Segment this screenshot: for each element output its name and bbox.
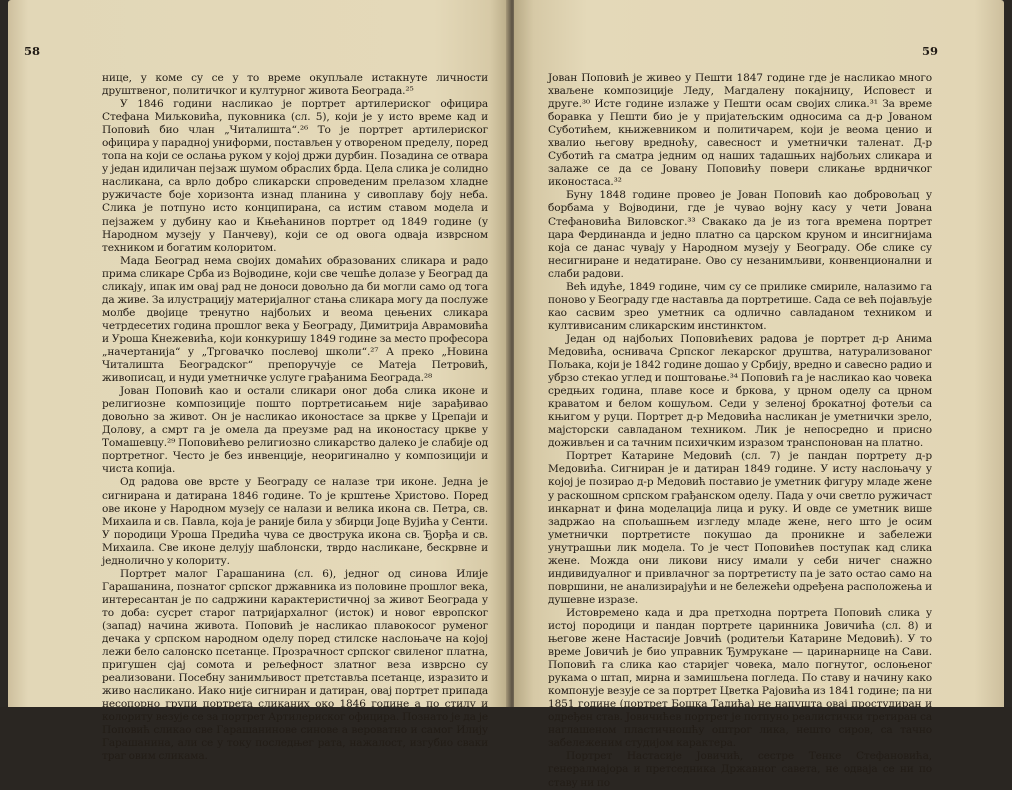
paragraph: Буну 1848 године провео је Јован Поповић као добровољац у борбама у Војводини, где је чувао војну касу у чети Јована Стефановића Виловског.³³ Свакако да је из тога времена портрет цара Фердинанда и једно платно са царском круном и инсигнијама која се данас чувају у Народном музеју у Београду. Обе слике су несигниране и недатиране. Ово су незанимљиви, конвенционални и слаби радови.	[548, 189, 932, 280]
paragraph: Портрет Катарине Медовић (сл. 7) је пандан портрету д-р Медовића. Сигниран је и датиран 1849 године. У исту наслоњачу у којој је позирао д-р Медовић поставио је уметник фигуру младе жене у раскошном српском грађанском оделу. Пада у очи светло ружичаст инкарнат и фина моделација лица и руку. И овде се уметник више задржао на спољашњем изгледу младе жене, него што је осим уметнички портретисте покушао да проникне и забележи унутрашњи лик модела. То је чест Поповићев поступак кад слика жене. Можда они ликови нису имали у себи ничег снажно индивидуалног и привлачног за портретисту па је зато остао само на површини, не анализирајући и не бележећи одређена расположења и душевне изразе.	[548, 450, 932, 606]
paragraph: Један од најбољих Поповићевих радова је портрет д-р Анима Медовића, оснивача Српског лекарског друштва, натурализованог Пољака, који је 1842 године дошао у Србију, вредно и савесно радио и убрзо стекао углед и поштовање.³⁴ Поповић га је насликао као човека средњих година, плаве косе и бркова, у црном оделу са црном краватом и белом кошуљом. Седи у зеленој брокатној фотељи са књигом у руци. Портрет д-р Медовића насликан је уметнички зрело, мајсторски савладаном техником. Лик је непосредно и присно доживљен и са тачним психичким изразом транспонован на платно.	[548, 332, 932, 450]
paragraph: Од радова ове врсте у Београду се налазе три иконе. Једна је сигнирана и датирана 1846 године. То је крштење Христово. Поред ове иконе у Народном музеју се налази и велика икона св. Петра, св. Михаила и св. Павла, која је раније била у збирци Јоце Вујића у Сенти. У породици Уроша Предића чува се двострука икона св. Ђорђа и св. Михаила. Све иконе делују шаблонски, тврдо насликане, бескрвне и једнолично у колориту.	[102, 476, 488, 567]
paragraph: Портрет малог Гарашанина (сл. 6), једног од синова Илије Гарашанина, познатог српског државника из половине прошлог века, интересантан је по садржини карактеристичној за живот Београда у то доба: сусрет старог патријархалног (исток) и новог европског (запад) начина живота. Поповић је насликао плавокосог руменог дечака у српском народном оделу поред стилске наслоњаче на којој лежи бело салонско псетанце. Прозрачност српског свиленог платна, пригушен сјај сомота и рељефност златног веза изврсно су реализовани. Посебну занимљивост претставља псетанце, изразито и живо насликано. Иако није сигниран и датиран, овај портрет припада несопорно групи портрета сликаних око 1846 године а по стилу и колориту везује се за портрет Артилериског официра. Познато је да је Поповић сликао све Гарашанинове синове а вероватно и самог Илију Гарашанина, али се у току последњег рата, нажалост, изгубио сваки траг овим сликама.	[102, 567, 488, 763]
paragraph: нице, у коме су се у то време окупљале истакнуте личности друштвеног, политичког и културног живота Београда.²⁵	[102, 72, 488, 98]
paragraph: Портрет Настасије Јовичић, сестре Тенке Стефановића, генералмајора и претседника Државног савета, не одваја се ни по ставу ни по	[548, 750, 932, 789]
right-page	[514, 0, 1004, 789]
paragraph: Јован Поповић као и остали сликари оног доба слика иконе и религиозне композиције пошто портретисањем није зарађивао довољно за живот. Он је насликао иконостасе за цркве у Црепаји и Долову, а смрт га је омела да преузме рад на иконостасу цркве у Томашевцу.²⁹ Поповићево религиозно сликарство далеко је слабије од портретног. Често је без инвенције, неоригинално у композицији и чиста копија.	[102, 385, 488, 476]
page-number-right: 59	[921, 44, 938, 58]
paragraph: Већ идуће, 1849 године, чим су се прилике смириле, налазимо га поново у Београду где наставља да портретише. Сада се већ појављује као сасвим зрео уметник са одлично савладаном техником и култивисаним сликарским инстинктом.	[548, 280, 932, 332]
right-page-text	[548, 72, 932, 790]
paragraph: Истовремено када и дра претходна портрета Поповић слика у истој породици и пандан портрете царинника Јовичића (сл. 8) и његове жене Настасије Јовчић (родитељи Катарине Медовић). У то време Јовичић је био управник Ђумрукане — царинарнице на Сави. Поповић га слика као старијег човека, мало погнутог, ослоњеног рукама о штап, мирна и замишљена погледа. По ставу и начину како компонује везује се за портрет Цветка Рајовића из 1841 године; па ни 1851 године (портрет Бошка Тадића) не напушта овај простудиран и одређен став. Јовичићев портрет је потпуно реалистички третиран са наглашеном пластичношћу оштрог лика, нешто сиров, са тачно забележеним студијом карактера.	[548, 606, 932, 750]
paragraph: Мада Београд нема својих домаћих образованих сликара и радо прима сликаре Срба из Војводине, који све чешће долазе у Београд да сликају, ипак им овај рад не доноси довољно да би могли само од тога да живе. За илустрацију материјалног стања сликара могу да послуже молбе двојице тренутно најбољих и веома цењених сликара четрдесетих година прошлог века у Београду, Димитрија Аврамовића и Уроша Кнежевића, који конкуришу 1849 године за место професора „начертанија“ у „Трговачко послевој школи“.²⁷ А преко „Новина Читалишта Београдског“ препоручује се Матеја Петровић, живописац, и нуди уметничке услуге грађанима Београда.²⁸	[102, 254, 488, 385]
left-page	[8, 0, 510, 763]
page-number-left: 58	[24, 44, 41, 58]
paragraph: Јован Поповић је живео у Пешти 1847 године где је насликао много хваљене композиције Леду, Магдалену покајницу, Исповест и друге.³⁰ Исте године излаже у Пешти осам својих слика.³¹ За време боравка у Пешти био је у пријатељским односима са д-р Јованом Суботићем, књижевником и политичарем, који је веома ценио и хвалио његову вредноћу, савесност и уметнички таленат. Д-р Суботић га сматра једним од наших тадашњих најбољих сликара и залаже се да се Јовану Поповићу повери сликање врдничког иконостаса.³²	[548, 72, 932, 189]
left-page-text	[102, 72, 488, 763]
paragraph: У 1846 години насликао је портрет артилериског официра Стефана Миљковића, пуковника (сл. 5), који је у исто време кад и Поповић био члан „Читалишта“.²⁶ То је портрет артилериског официра у парадној униформи, постављен у отвореном пределу, поред топа на који се ослања руком у којој држи дурбин. Позадина се отвара у један идиличан пејзаж шумом обраслих брда. Цела слика је солидно насликана, са врло добро сликарски спроведеним прелазом хладне ружичасте боје хоризонта изнад планина у сивоплаву боју неба. Слика је потпуно исто конципирана, са истим ставом модела и пејзажем у дубину као и Књећанинов портрет од 1849 године (у Народном музеју у Панчеву), који се од овога одваја изврсном техником и богатим колоритом.	[102, 98, 488, 254]
